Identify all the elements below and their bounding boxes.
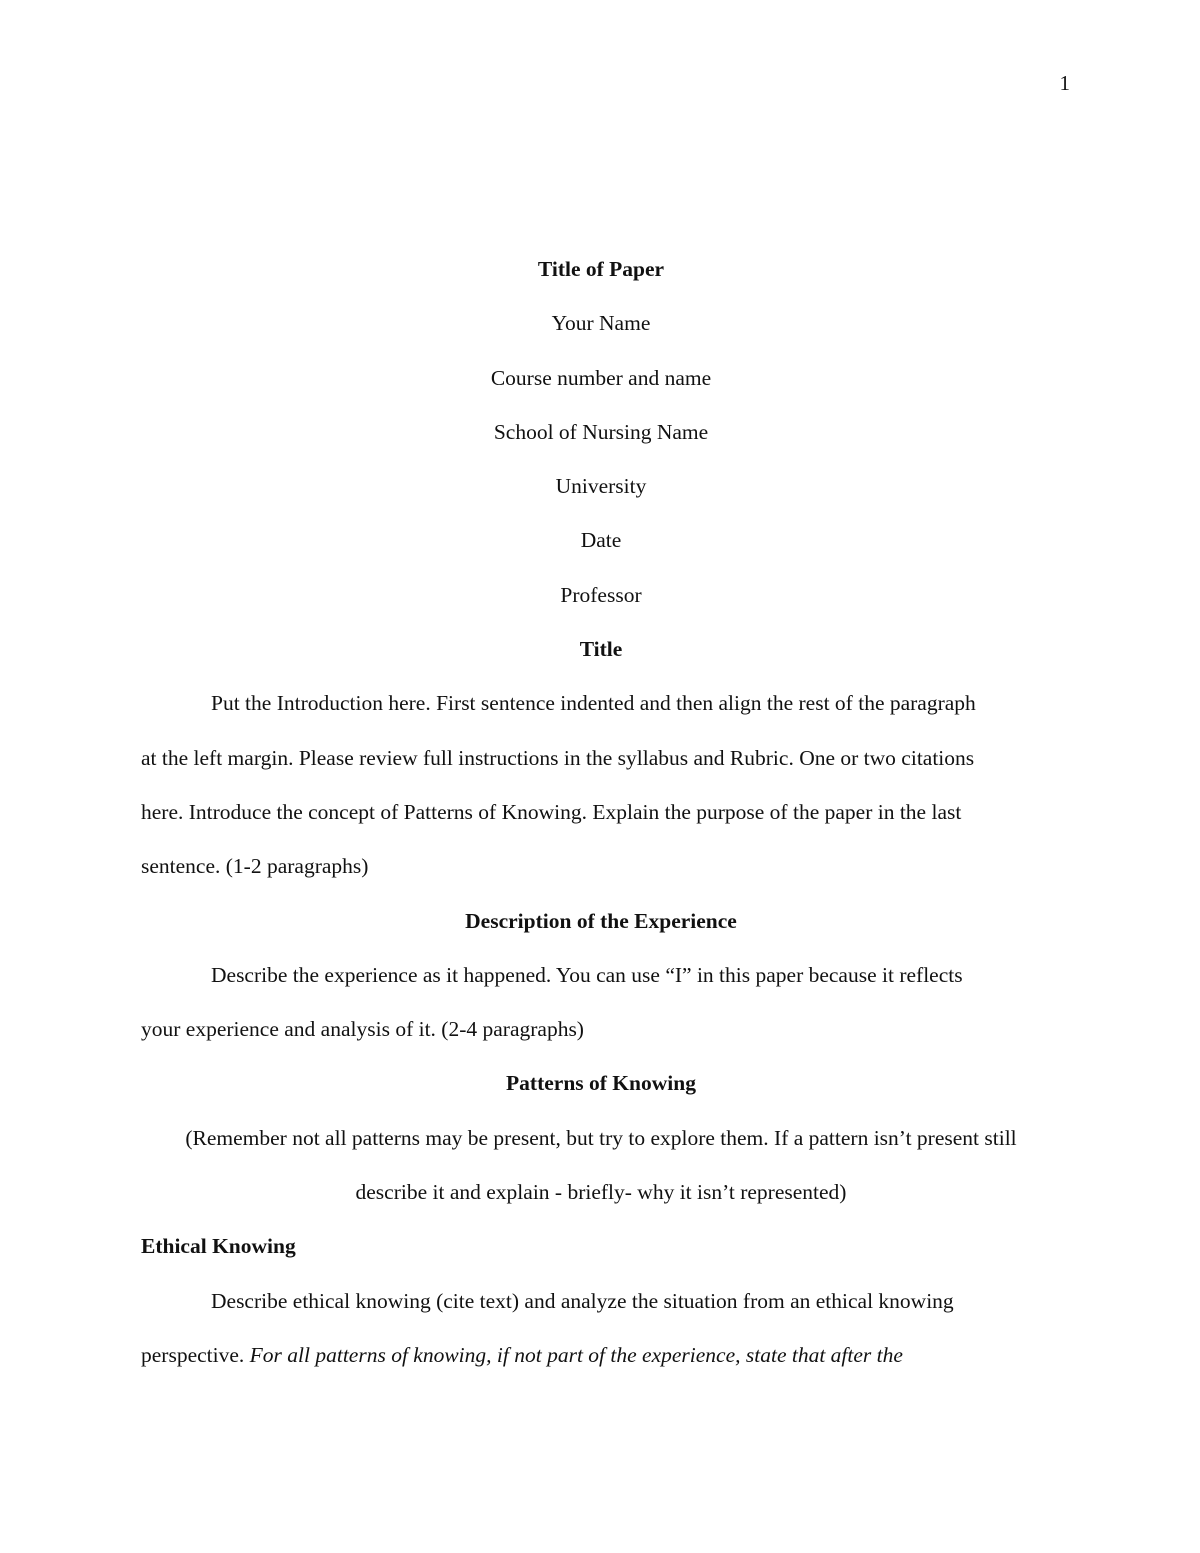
paper-title: Title of Paper [537, 257, 665, 281]
date-line: Date [580, 528, 622, 553]
document-body [141, 242, 1061, 1382]
patterns-note-line-2: describe it and explain - briefly- why it isn’t represented) [355, 1180, 847, 1205]
ethical-line-2-italic: For all patterns of knowing, if not part of the experience, state that after the [249, 1342, 903, 1367]
page-number: 1 [1059, 71, 1070, 95]
university-name: University [555, 474, 647, 499]
ethical-heading: Ethical Knowing [141, 1234, 296, 1259]
patterns-heading: Patterns of Knowing [506, 1071, 696, 1096]
intro-line-3: here. Introduce the concept of Patterns of Knowing. Explain the purpose of the paper in the last [141, 799, 962, 824]
author-name: Your Name [551, 311, 651, 336]
experience-line-1: Describe the experience as it happened. You can use “I” in this paper because it reflects [211, 962, 963, 987]
intro-line-1: Put the Introduction here. First sentence indented and then align the rest of the paragraph [211, 691, 976, 716]
experience-heading: Description of the Experience [465, 908, 737, 933]
ethical-line-2-plain: perspective. [141, 1342, 250, 1367]
school-name: School of Nursing Name [493, 419, 709, 444]
course-info: Course number and name [490, 365, 712, 390]
intro-line-2: at the left margin. Please review full instructions in the syllabus and Rubric. One or two citations [141, 745, 975, 770]
ethical-line-1: Describe ethical knowing (cite text) and analyze the situation from an ethical knowing [211, 1288, 954, 1313]
body-title: Title [579, 637, 623, 662]
intro-line-4: sentence. (1-2 paragraphs) [141, 854, 369, 879]
ethical-line-2 [141, 1328, 1061, 1382]
experience-line-2: your experience and analysis of it. (2-4 paragraphs) [141, 1017, 584, 1042]
professor-line: Professor [560, 582, 642, 607]
patterns-note-line-1: (Remember not all patterns may be present, but try to explore them. If a pattern isn’t present still [185, 1125, 1017, 1150]
